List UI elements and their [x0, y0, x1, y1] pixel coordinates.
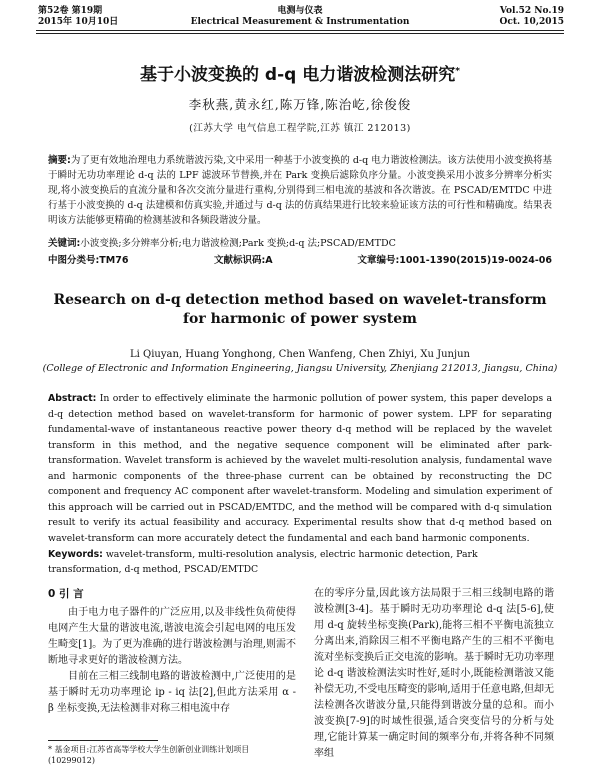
footnote-rule	[48, 740, 158, 741]
paper-title-zh-text: 基于小波变换的 d-q 电力谐波检测法研究	[140, 65, 456, 85]
body-column-right	[314, 586, 554, 762]
header-rule	[36, 30, 564, 31]
header-rule-thin	[36, 33, 564, 34]
journal-volume-info: 第52卷 第19期 2015年 10月10日	[38, 6, 119, 27]
section-heading-introduction: 0 引 言	[48, 588, 84, 600]
body-paragraph: 在的零序分量,因此该方法局限于三相三线制电路的谐波检测[3-4]。基于瞬时无功功率理论 d-q 法[5-6],使用 d-q 旋转坐标变换(Park),能将三相不平衡电流独立分离出来,消除因三相不平衡电路产生的三相不平衡电流对坐标变换后正交电流的影响。基于瞬时无功功率理论 d-q 谐波检测法实时性好,延时小,既能检测谐波又能补偿无功,不受电压畸变的影响,适用于任意电路,但却无法检测各次谐波分量,只能得到谐波分量的总和。而小波变换[7-9]的时域性很强,适合突变信号的分析与处理,它能计算某一确定时间的频率分布,并将各种不同频率组	[314, 588, 554, 759]
journal-name: 电测与仪表 Electrical Measurement & Instrumentation	[190, 6, 410, 27]
title-footnote-mark: *	[455, 66, 460, 77]
paper-title-en: Research on d-q detection method based on wavelet-transform for harmonic of power system	[53, 292, 547, 327]
clc-number: 中图分类号:TM76	[48, 255, 129, 266]
body-column-left	[48, 586, 296, 717]
affiliation-en: (College of Electronic and Information Engineering, Jiangsu University, Zhenjiang 212013, Jiangsu, China)	[42, 363, 558, 374]
keywords-zh-text: 小波变换;多分辨率分析;电力谐波检测;Park 变换;d-q 法;PSCAD/EMTDC	[80, 238, 396, 249]
document-code: 文献标识码:A	[214, 255, 273, 266]
paper-title-zh	[0, 60, 600, 85]
body-paragraph: 目前在三相三线制电路的谐波检测中,广泛使用的是基于瞬时无功功率理论 ip - iq 法[2],但此方法采用 α - β 坐标变换,无法检测非对称三相电流中存	[48, 671, 296, 714]
journal-volume-info-en: Vol.52 No.19 Oct. 10,2015	[499, 6, 564, 27]
body-paragraph: 由于电力电子器件的广泛应用,以及非线性负荷使得电网产生大量的谐波电流,谐波电流会引起电网的电压发生畸变[1]。为了更为准确的进行谐波检测与治理,则需不断地寻求更好的谐波检测方法。	[48, 607, 296, 666]
abstract-zh-text: 为了更有效地治理电力系统谐波污染,文中采用一种基于小波变换的 d-q 电力谐波检测法。该方法使用小波变换将基于瞬时无功功率理论 d-q 法的 LPF 滤波环节替换,并在 Park 变换后滤除负序分量。小波变换采用小波多分辨率分析实现,将小波变换后的直流分量和各次交流分量进行重构,分别得到三相电流的基波和各次谐波。在 PSCAD/EMTDC 中进行基于小波变换的 d-q 法建模和仿真实验,并通过与 d-q 法的仿真结果进行比较来验证该方法的可行性和精确度。结果表明该方法能够更精确的检测基波和各频段谐波分量。	[48, 155, 552, 226]
keywords-zh-label: 关键词:	[48, 238, 81, 249]
affiliation-zh: (江苏大学 电气信息工程学院,江苏 镇江 212013)	[189, 123, 411, 134]
keywords-en	[48, 547, 552, 577]
abstract-zh	[48, 153, 552, 228]
article-number: 文章编号:1001-1390(2015)19-0024-06	[357, 255, 552, 266]
funding-footnote: * 基金项目:江苏省高等学校大学生创新创业训练计划项目(10299012)	[48, 745, 250, 765]
authors-en: Li Qiuyan, Huang Yonghong, Chen Wanfeng, Chen Zhiyi, Xu Junjun	[130, 349, 470, 360]
abstract-en	[48, 391, 552, 546]
keywords-zh	[48, 237, 552, 250]
authors-zh: 李秋燕,黄永红,陈万锋,陈治屹,徐俊俊	[188, 97, 412, 112]
keywords-en-text: wavelet-transform, multi-resolution analysis, electric harmonic detection, Park transformation, d-q method, PSCAD/EMTDC	[48, 549, 478, 575]
keywords-en-label: Keywords:	[48, 549, 103, 560]
abstract-en-text: In order to effectively eliminate the harmonic pollution of power system, this paper develops a d-q detection method based on wavelet-transform for harmonic of power system. LPF for separating fundamental-wave of instantaneous reactive power theory d-q method will be replaced by the wavelet transform in this method, and the negative sequence component will be eliminated after park-transformation. Wavelet transform is achieved by the wavelet multi-resolution analysis, fundamental wave and harmonic components of the three-phase current can be obtained by reconstructing the DC component and frequency AC component after wavelet-transform. Modeling and simulation experiment of this approach will be carried out in PSCAD/EMTDC, and the method will be compared with d-q simulation result to verify its actual feasibility and accuracy. Experimental results show that d-q method based on wavelet-transform can more accurately detect the fundamental and each band harmonic components.	[48, 393, 552, 544]
abstract-en-label: Abstract:	[48, 393, 97, 404]
abstract-zh-label: 摘要:	[48, 155, 71, 166]
